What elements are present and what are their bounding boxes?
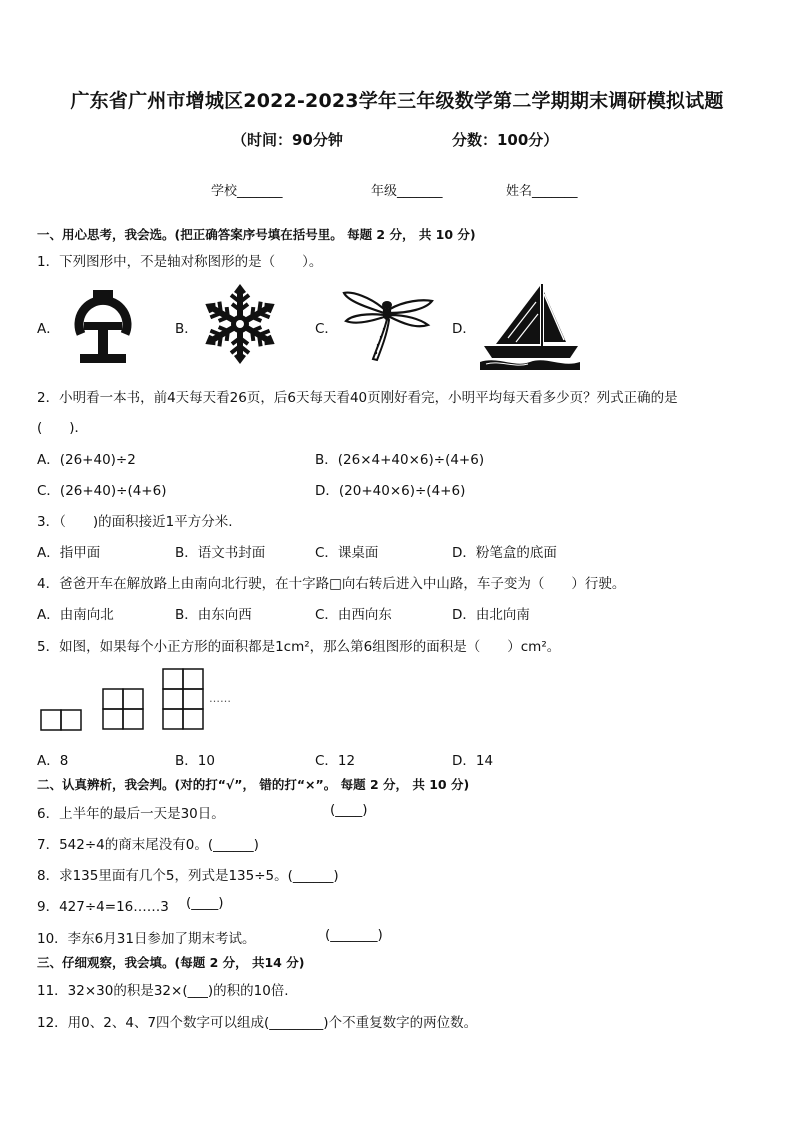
grade-field: 年级_______ xyxy=(371,184,443,199)
q4-option-a: A．由南向北 xyxy=(37,607,114,623)
page-title: 广东省广州市增城区2022-2023学年三年级数学第二学期期末调研模拟试题 xyxy=(70,90,724,112)
q3-option-d: D．粉笔盒的底面 xyxy=(452,545,557,561)
q6-answer-blank[interactable]: (____) xyxy=(330,802,368,818)
q4-option-c: C．由西向东 xyxy=(315,607,392,623)
name-field: 姓名_______ xyxy=(506,184,578,199)
section2-heading: 二、认真辨析，我会判。(对的打“√”， 错的打“×”。 每题 2 分， 共 10 分) xyxy=(37,777,470,792)
q12-stem: 12．用0、2、4、7四个数字可以组成(________)个不重复数字的两位数。 xyxy=(37,1015,478,1031)
q9-stem: 9．427÷4=16……3 xyxy=(37,899,169,915)
sailboat-icon xyxy=(478,280,582,372)
q1-stem: 1．下列图形中，不是轴对称图形的是（ ）。 xyxy=(37,254,323,270)
q3-stem: 3．（ )的面积接近1平方分米. xyxy=(37,514,233,530)
q1-option-d: D． xyxy=(452,321,476,337)
q2-option-a: A．(26+40)÷2 xyxy=(37,452,136,468)
q2-option-c: C．(26+40)÷(4+6) xyxy=(37,483,167,499)
exam-time: （时间：90分钟 xyxy=(232,131,343,149)
exam-score: 分数：100分） xyxy=(452,131,559,149)
q1-option-c: C． xyxy=(315,321,338,337)
q5-stem: 5．如图，如果每个小正方形的面积都是1cm²，那么第6组图形的面积是（ ）cm²。 xyxy=(37,639,561,655)
snowflake-icon xyxy=(200,284,280,364)
q2-option-d: D．(20+40×6)÷(4+6) xyxy=(315,483,466,499)
q2-option-b: B．(26×4+40×6)÷(4+6) xyxy=(315,452,485,468)
q5-option-d: D．14 xyxy=(452,753,494,769)
school-field: 学校_______ xyxy=(211,184,283,199)
q7-stem: 7．542÷4的商末尾没有0。(______) xyxy=(37,837,259,853)
section1-heading: 一、用心思考，我会选。(把正确答案序号填在括号里。 每题 2 分， 共 10 分) xyxy=(37,227,476,242)
q1-option-b: B． xyxy=(175,321,198,337)
q3-option-b: B．语文书封面 xyxy=(175,545,266,561)
q1-option-a: A． xyxy=(37,321,60,337)
q6-stem: 6．上半年的最后一天是30日。 xyxy=(37,806,225,822)
q10-stem: 10．李东6月31日参加了期末考试。 xyxy=(37,931,256,947)
q3-option-c: C．课桌面 xyxy=(315,545,379,561)
q2-stem-cont: ( )． xyxy=(37,420,89,436)
pattern-ellipsis: …… xyxy=(209,692,231,705)
q5-option-a: A．8 xyxy=(37,753,69,769)
q5-option-c: C．12 xyxy=(315,753,356,769)
q9-answer-blank[interactable]: (____) xyxy=(186,895,224,911)
q3-option-a: A．指甲面 xyxy=(37,545,101,561)
q11-stem: 11．32×30的积是32×(___)的积的10倍. xyxy=(37,983,289,999)
q10-answer-blank[interactable]: (_______) xyxy=(325,927,383,943)
q4-option-d: D．由北向南 xyxy=(452,607,530,623)
section3-heading: 三、仔细观察，我会填。(每题 2 分， 共14 分) xyxy=(37,955,305,970)
q2-stem: 2．小明看一本书，前4天每天看26页，后6天每天看40页刚好看完，小明平均每天看多少页？列式正确的是 xyxy=(37,390,678,406)
q4-stem: 4．爸爸开车在解放路上由南向北行驶，在十字路□向右转后进入中山路，车子变为（ ）行驶。 xyxy=(37,576,626,592)
q8-stem: 8．求135里面有几个5，列式是135÷5。(______) xyxy=(37,868,339,884)
q4-option-b: B．由东向西 xyxy=(175,607,252,623)
dragonfly-icon xyxy=(340,287,436,365)
tram-logo-icon xyxy=(64,286,142,366)
q5-option-b: B．10 xyxy=(175,753,215,769)
